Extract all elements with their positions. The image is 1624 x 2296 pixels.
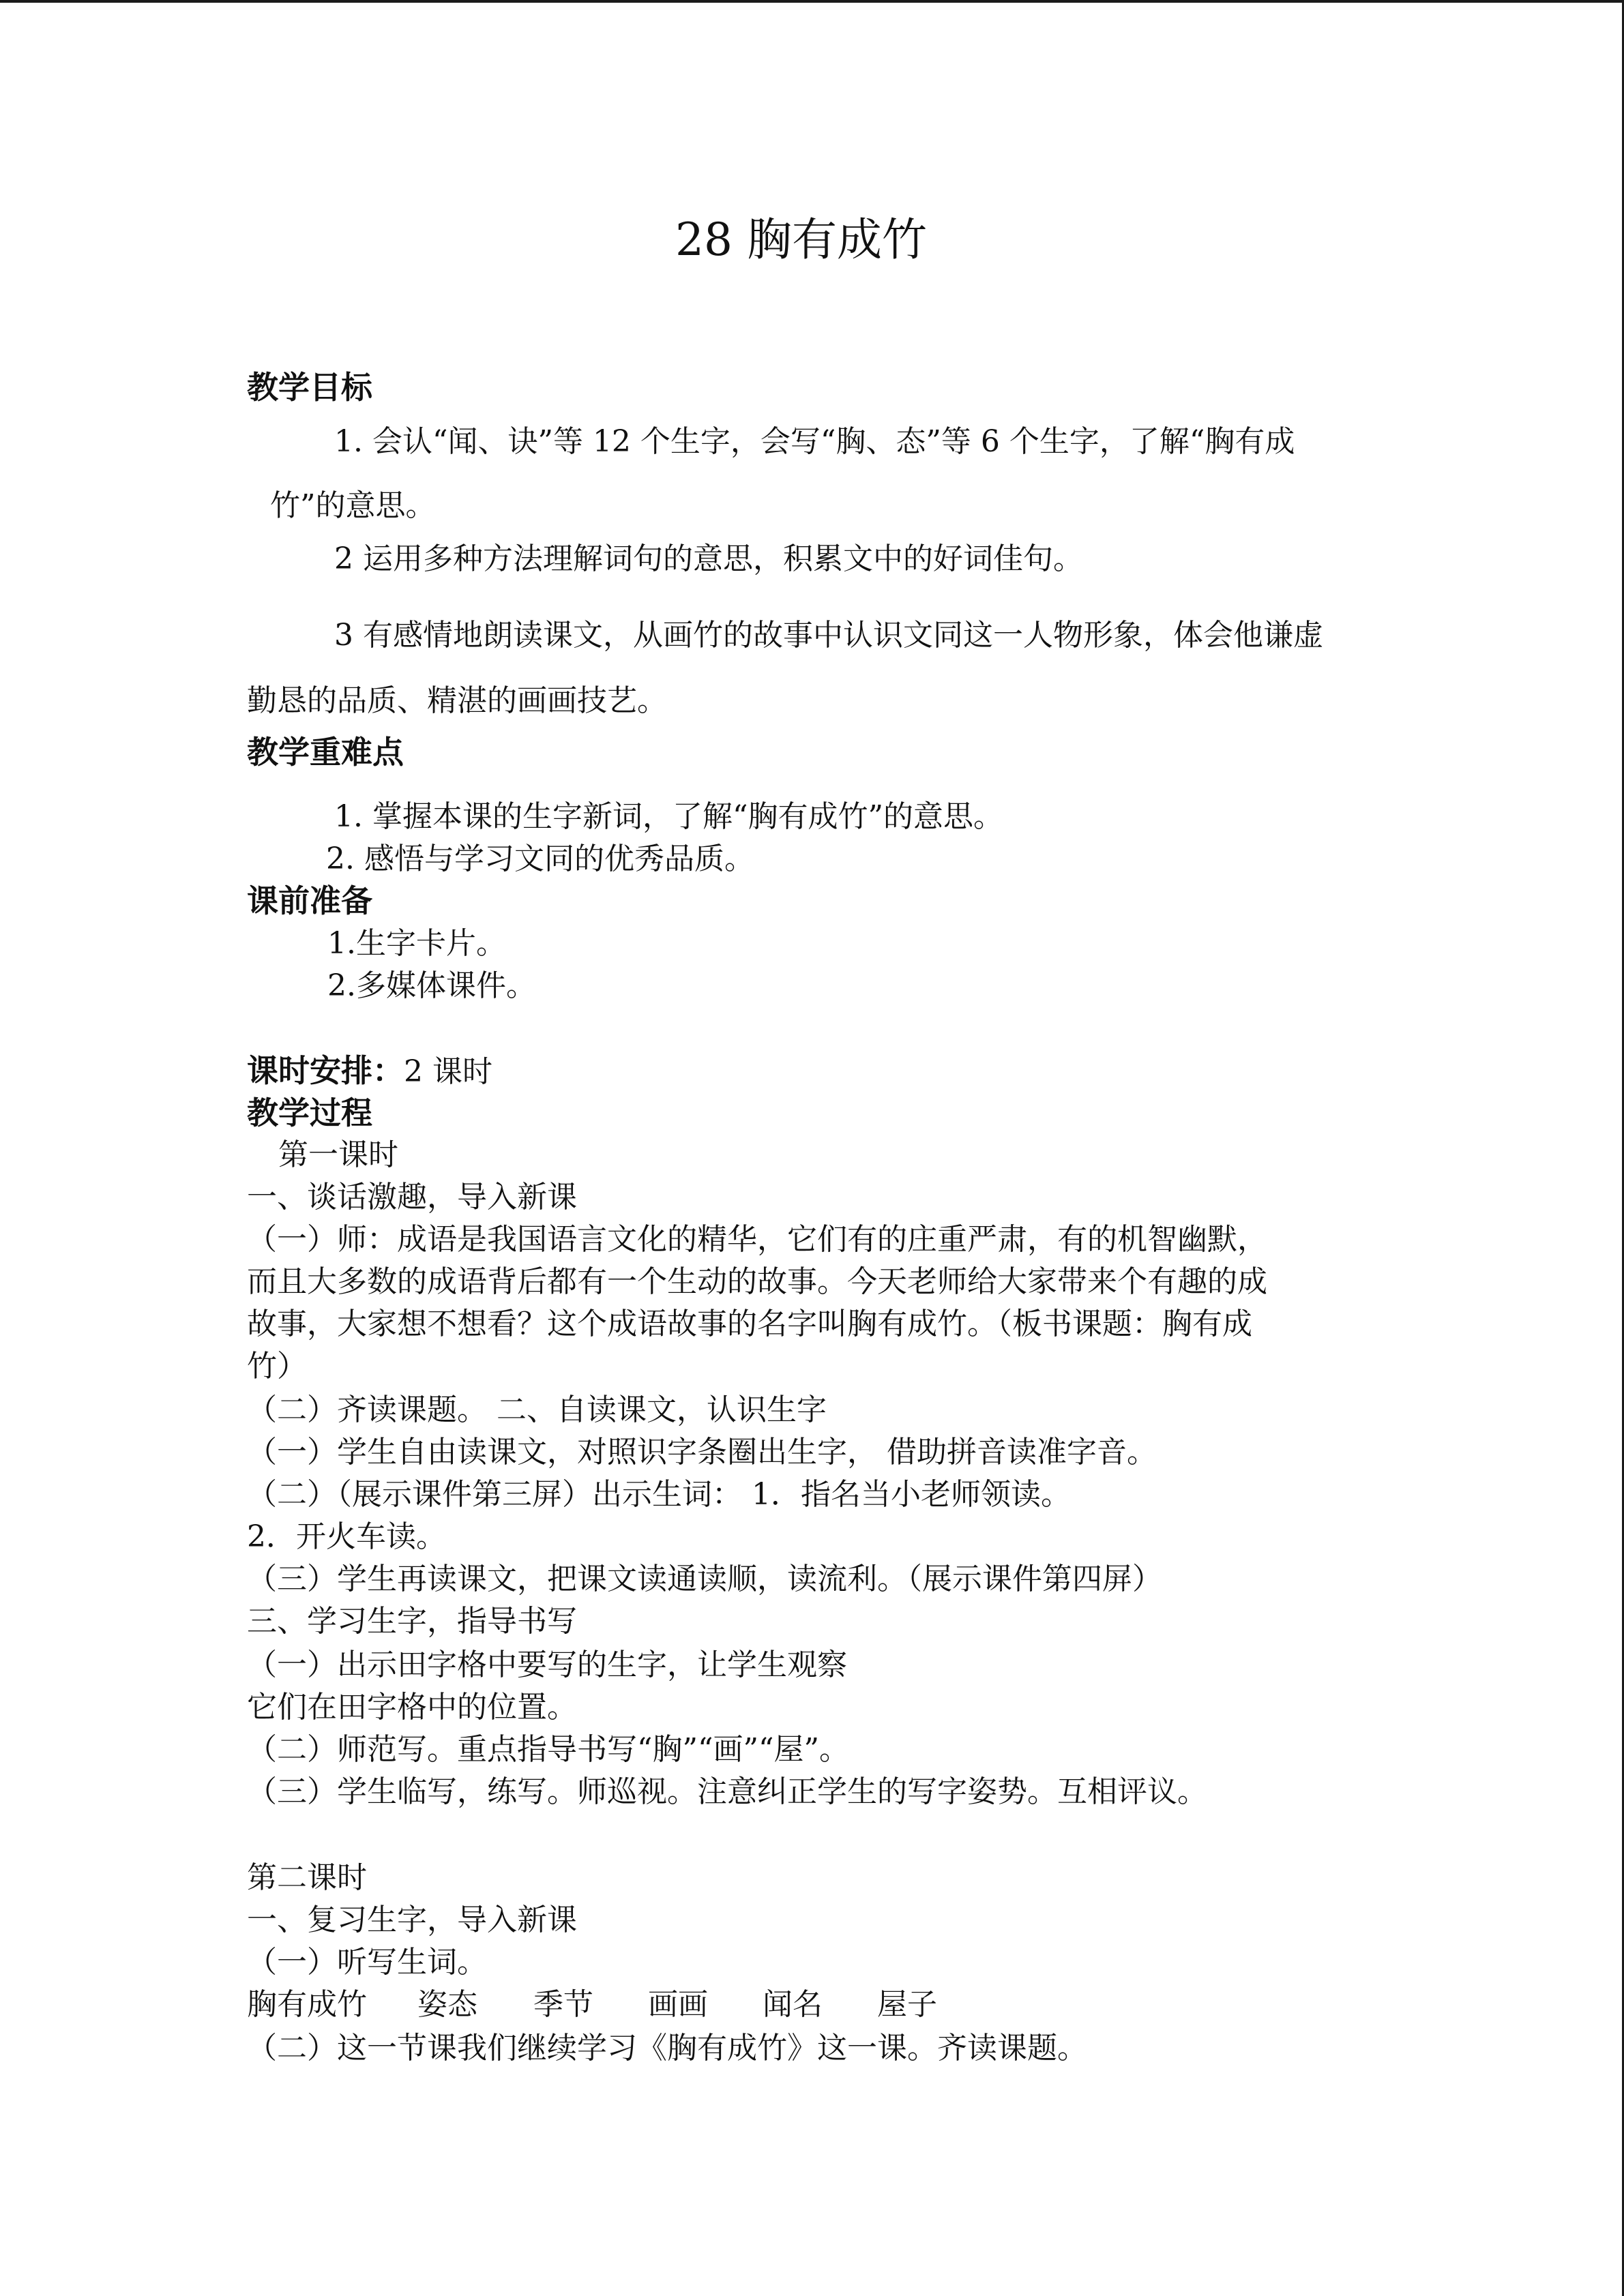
dictation-word: 姿态 [417, 1987, 477, 2022]
lesson1-line: （一）师：成语是我国语言文化的精华，它们有的庄重严肃，有的机智幽默， [247, 1222, 1267, 1257]
key-point-1: 1. 掌握本课的生字新词，了解“胸有成竹”的意思。 [334, 799, 1003, 834]
objective-1-line-2: 竹”的意思。 [270, 488, 436, 523]
schedule-label: 课时安排： [247, 1052, 404, 1089]
dictation-word: 屋子 [877, 1987, 937, 2022]
lesson1-line: 它们在田字格中的位置。 [247, 1690, 577, 1725]
lesson1-line: （二）师范写。重点指导书写“胸”“画”“屋”。 [247, 1732, 849, 1767]
lesson2-line: （一）听写生词。 [247, 1945, 487, 1980]
preparation-item-1: 1.生字卡片。 [327, 926, 506, 961]
lesson1-line: 而且大多数的成语背后都有一个生动的故事。今天老师给大家带来个有趣的成 [247, 1264, 1267, 1299]
lesson1-line: （三）学生再读课文，把课文读通读顺，读流利。（展示课件第四屏） [247, 1562, 1162, 1596]
lesson1-line: （二）（展示课件第三屏）出示生词： 1．指名当小老师领读。 [247, 1477, 1071, 1512]
dictation-word: 闻名 [763, 1987, 823, 2022]
lesson1-title: 第一课时 [278, 1137, 398, 1172]
objective-1-line-1: 1. 会认“闻、诀”等 12 个生字，会写“胸、态”等 6 个生字，了解“胸有成 [334, 424, 1295, 459]
process-heading: 教学过程 [247, 1094, 372, 1131]
objective-3-line-1: 3 有感情地朗读课文，从画竹的故事中认识文同这一人物形象，体会他谦虚 [334, 618, 1323, 653]
dictation-word: 胸有成竹 [247, 1987, 367, 2022]
dictation-word: 季节 [533, 1987, 593, 2022]
lesson1-line: 三、学习生字，指导书写 [247, 1604, 577, 1639]
objectives-heading: 教学目标 [247, 369, 372, 406]
lesson2-title: 第二课时 [247, 1860, 367, 1895]
schedule [247, 1052, 492, 1091]
lesson1-line: （一）学生自由读课文，对照识字条圈出生字， 借助拼音读准字音。 [247, 1435, 1157, 1470]
preparation-item-2: 2.多媒体课件。 [327, 968, 536, 1003]
objective-3-line-2: 勤恳的品质、精湛的画画技艺。 [247, 683, 667, 718]
lesson2-line: 一、复习生字，导入新课 [247, 1903, 577, 1937]
objective-2: 2 运用多种方法理解词句的意思，积累文中的好词佳句。 [334, 541, 1083, 576]
lesson1-line: 一、谈话激趣，导入新课 [247, 1180, 577, 1214]
page-top-border [0, 0, 1624, 3]
lesson1-line: 竹） [247, 1349, 307, 1384]
preparation-heading: 课前准备 [247, 882, 372, 919]
lesson1-line: （二）齐读课题。 二、自读课文，认识生字 [247, 1392, 827, 1427]
dictation-word: 画画 [648, 1987, 708, 2022]
lesson2-last-line: （二）这一节课我们继续学习《胸有成竹》这一课。齐读课题。 [247, 2031, 1087, 2066]
key-point-2: 2. 感悟与学习文同的优秀品质。 [326, 841, 754, 876]
lesson1-line: 2．开火车读。 [247, 1519, 446, 1554]
lesson1-line: 故事，大家想不想看？这个成语故事的名字叫胸有成竹。（板书课题：胸有成 [247, 1307, 1252, 1341]
lesson1-line: （一）出示田字格中要写的生字，让学生观察 [247, 1648, 847, 1682]
key-points-heading: 教学重难点 [247, 734, 404, 771]
schedule-value: 2 课时 [404, 1054, 492, 1089]
lesson1-line: （三）学生临写，练写。师巡视。注意纠正学生的写字姿势。互相评议。 [247, 1774, 1207, 1809]
page-title: 28 胸有成竹 [675, 213, 927, 266]
